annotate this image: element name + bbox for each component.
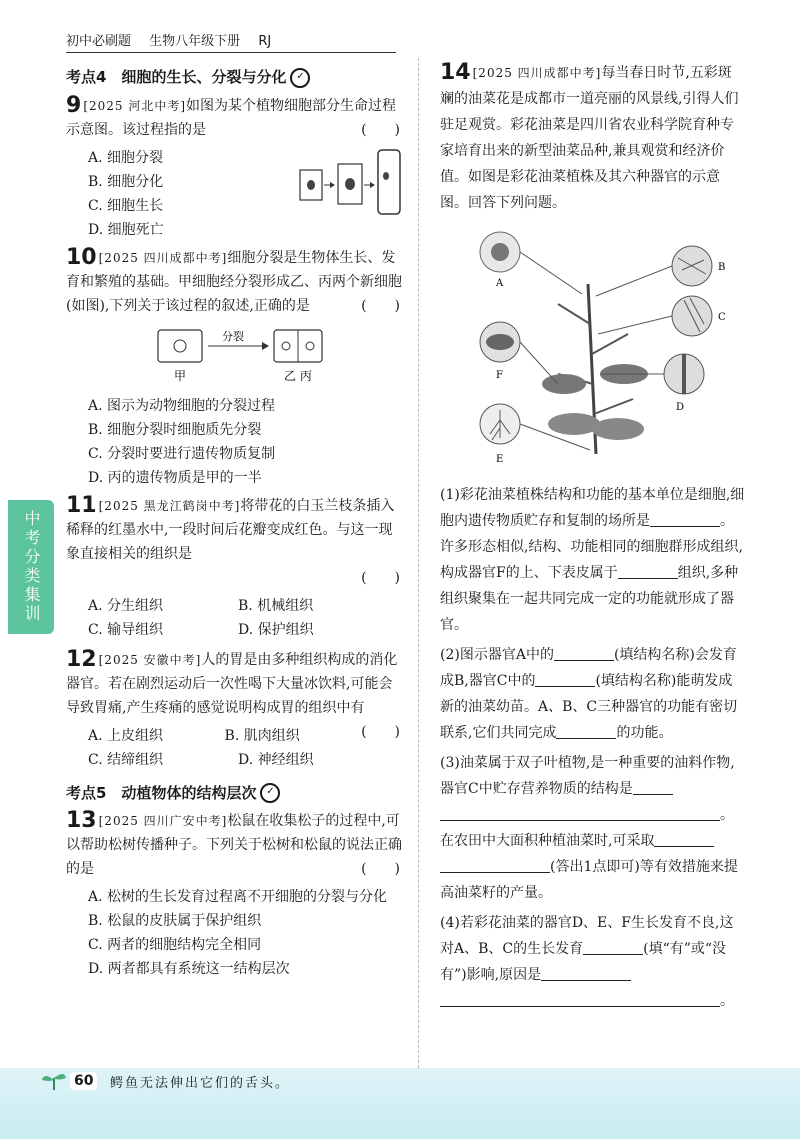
question-11 (66, 494, 406, 590)
question-source: [2025 四川广安中考] (98, 814, 228, 828)
footer-motto: 鳄鱼无法伸出它们的舌头。 (110, 1076, 291, 1091)
question-stem: 如图为某个植物细胞部分生命过程示意图。该过程指的是 (66, 97, 397, 138)
answer-blank[interactable] (556, 724, 616, 739)
answer-paren: ( ) (361, 569, 400, 586)
option-d: D. 两者都具有系统这一结构层次 (88, 961, 290, 977)
label-c: C (718, 312, 726, 323)
answer-paren: ( ) (361, 121, 400, 138)
options-row-1 (66, 724, 361, 748)
option-b: B. 细胞分裂时细胞质先分裂 (88, 421, 262, 438)
rapeseed-figure (478, 224, 745, 478)
question-number: 14 (440, 60, 471, 85)
check-icon: ✓ (260, 783, 280, 803)
question-9 (66, 94, 406, 142)
rapeseed-diagram (478, 224, 728, 474)
question-number: 9 (66, 92, 82, 118)
arrow-label: 分裂 (222, 329, 244, 343)
option-c: C. 输导组织 (88, 621, 164, 638)
answer-blank[interactable] (440, 806, 720, 821)
page-footer (0, 1068, 800, 1139)
book-title: 初中必刷题 (66, 34, 132, 49)
column-divider (418, 58, 419, 1068)
answer-blank[interactable] (440, 858, 550, 873)
options-row-2 (66, 618, 406, 642)
option-b: B. 机械组织 (238, 597, 314, 614)
option-b: B. 细胞分化 (88, 173, 164, 190)
option-d: D. 细胞死亡 (88, 221, 164, 238)
subject-title: 生物八年级下册 (149, 34, 241, 49)
question-14-part-2: (2)图示器官A中的 (填结构名称)会发育成B,器官C中的 (填结构名称)能萌发成新的油菜幼苗。A、B、C三种器官的功能有密切联系,它们共同完成 的功能。 (440, 647, 738, 741)
right-column (440, 60, 745, 1018)
cell-process-figure (298, 148, 402, 218)
page-header (66, 30, 285, 49)
question-14 (440, 60, 745, 216)
page-number: 60 (70, 1072, 97, 1090)
check-icon: ✓ (290, 68, 310, 88)
option-a: A. 细胞分裂 (88, 149, 164, 166)
option-c: C. 细胞生长 (88, 197, 164, 214)
label-yi-bing: 乙 丙 (284, 368, 312, 383)
question-13 (66, 809, 406, 881)
question-number: 11 (66, 492, 97, 518)
label-d: D (676, 402, 685, 413)
answer-blank[interactable] (650, 512, 720, 527)
sprout-icon (40, 1068, 68, 1092)
question-source: [2025 四川成都中考] (98, 250, 228, 265)
option-a: A. 图示为动物细胞的分裂过程 (88, 397, 276, 414)
option-c: C. 分裂时要进行遗传物质复制 (88, 445, 276, 462)
answer-blank[interactable] (535, 672, 595, 687)
left-column (66, 60, 406, 981)
answer-blank[interactable] (583, 940, 643, 955)
cell-division-figure (156, 324, 406, 390)
question-number: 10 (66, 244, 97, 270)
question-stem: 人的胃是由多种组织构成的消化器官。若在剧烈运动后一次性喝下大量冰饮料,可能会导致胃痛,产生疼痛的感觉说明构成胃的组织中有 (66, 651, 398, 716)
question-number: 12 (66, 646, 97, 672)
question-stem: 松鼠在收集松子的过程中,可以帮助松树传播种子。下列关于松树和松鼠的说法正确的是 (66, 813, 402, 877)
question-14-part-3: (3)油菜属于双子叶植物,是一种重要的油料作物,器官C中贮存营养物质的结构是 。 在农田中大面积种植油菜时,可采取 (答出1点即可)等有效措施来提高油菜籽的产量。 (440, 755, 738, 901)
question-stem: 细胞分裂是生物体生长、发育和繁殖的基础。甲细胞经分裂形成乙、丙两个新细胞(如图),下列关于该过程的叙述,正确的是 (66, 249, 402, 314)
option-d: D. 丙的遗传物质是甲的一半 (88, 469, 262, 486)
answer-blank[interactable] (554, 646, 614, 661)
section-5-title: 考点5 动植物体的结构层次 ✓ (66, 782, 406, 804)
question-number: 13 (66, 808, 97, 833)
option-c: C. 结缔组织 (88, 751, 164, 768)
option-d: D. 保护组织 (238, 621, 314, 638)
label-jia: 甲 (174, 368, 187, 383)
question-source: [2025 黑龙江鹤岗中考] (98, 498, 241, 513)
option-b: B. 肌肉组织 (224, 727, 300, 744)
answer-blank[interactable] (633, 780, 673, 795)
question-14-part-1: (1)彩花油菜植株结构和功能的基本单位是细胞,细胞内遗传物质贮存和复制的场所是 。许多形态相似,结构、功能相同的细胞群形成组织,构成器官F的上、下表皮属于 组织,多种组织聚集在一起共同完成一定的功能就形成了器官。 (440, 487, 745, 633)
option-c: C. 两者的细胞结构完全相同 (88, 937, 262, 953)
answer-paren: ( ) (361, 297, 400, 314)
question-stem: 将带花的白玉兰枝条插入稀释的红墨水中,一段时间后花瓣变成红色。与这一现象直接相关的组织是 (66, 497, 395, 562)
section-4-title: 考点4 细胞的生长、分裂与分化 ✓ (66, 66, 406, 88)
answer-blank[interactable] (654, 832, 714, 847)
label-b: B (718, 262, 726, 273)
answer-blank[interactable] (440, 992, 720, 1007)
question-source: [2025 安徽中考] (98, 652, 202, 667)
answer-blank[interactable] (541, 966, 631, 981)
question-source: [2025 河北中考] (83, 98, 187, 113)
answer-paren: ( ) (361, 723, 400, 740)
option-a: A. 分生组织 (88, 597, 164, 614)
answer-paren: ( ) (361, 861, 400, 877)
option-a: A. 上皮组织 (88, 727, 164, 744)
label-e: E (496, 454, 504, 465)
question-14-part-4: (4)若彩花油菜的器官D、E、F生长发育不良,这对A、B、C的生长发育 (填“有”或“没有”)影响,原因是 。 (440, 915, 734, 1009)
division-diagram (156, 324, 326, 386)
label-f: F (496, 370, 503, 381)
options-row-2 (66, 748, 406, 772)
options-row-1 (66, 594, 406, 618)
option-d: D. 神经组织 (238, 751, 314, 768)
label-a: A (496, 278, 504, 289)
answer-blank[interactable] (618, 564, 678, 579)
question-stem: 每当春日时节,五彩斑斓的油菜花是成都市一道亮丽的风景线,引得人们驻足观赏。彩花油菜是四川省农业科学院育种专家培育出来的新型油菜品种,兼具观赏和经济价值。如图是彩花油菜植株及其六种器官的示意图。回答下列问题。 (440, 65, 739, 211)
header-divider (66, 52, 396, 53)
edition: RJ (258, 34, 272, 49)
question-10 (66, 246, 406, 318)
question-source: [2025 四川成都中考] (472, 66, 602, 80)
option-a: A. 松树的生长发育过程离不开细胞的分裂与分化 (88, 889, 388, 905)
side-tab: 中考分类集训 (8, 500, 54, 634)
option-b: B. 松鼠的皮肤属于保护组织 (88, 913, 262, 929)
